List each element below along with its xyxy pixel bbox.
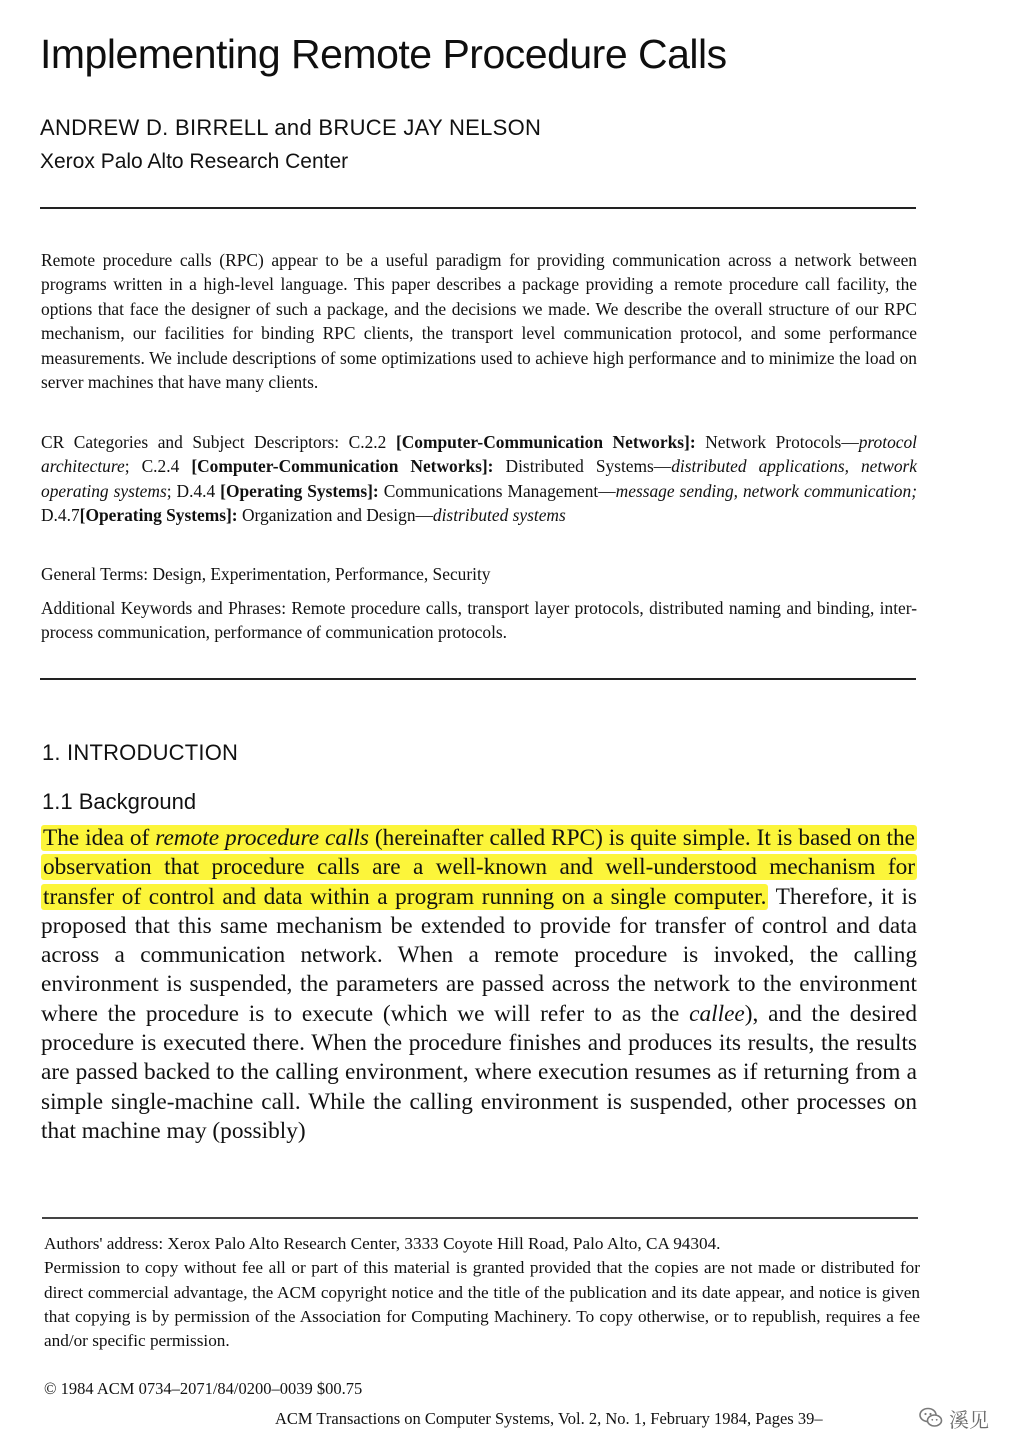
keywords: Additional Keywords and Phrases: Remote procedure calls, transport layer protocols, distributed naming and binding, inter-process communication, performance of communication protocols.	[41, 598, 917, 643]
top-divider	[40, 207, 916, 209]
body-italic-callee: callee	[689, 1000, 745, 1027]
abstract-bottom-divider	[40, 678, 916, 680]
cr-text-5: Communications Management—	[383, 480, 616, 501]
hl-italic: remote procedure calls	[155, 825, 369, 851]
body-paragraph	[41, 824, 917, 1146]
cr-italic-4: distributed systems	[432, 505, 566, 526]
body-text-4: ), and the desired procedure is executed there. When the procedure finishes and produces its results, the results are passed backed to the calling environment, where execution resumes as if returning from a simple single-machine call. While the calling environment is suspended, other processes on that machine may (possibly)	[41, 1000, 917, 1144]
cr-text-2: ; C.2.4	[124, 456, 180, 477]
cr-bold-1: [Computer-Communication Networks]:	[395, 432, 696, 452]
cr-intro: CR Categories and Subject Descriptors: C.2.2	[41, 432, 387, 452]
watermark	[919, 1404, 989, 1432]
footnote-divider	[42, 1217, 918, 1219]
cr-italic-2: distributed applications, network operating systems	[41, 456, 918, 501]
cr-text-1: Network Protocols—	[705, 432, 859, 452]
cr-italic-3: message sending, network communication;	[615, 480, 917, 501]
paper-affiliation: Xerox Palo Alto Research Center	[40, 150, 349, 173]
footnote-address: Authors' address: Xerox Palo Alto Research Center, 3333 Coyote Hill Road, Palo Alto, CA 94304.	[44, 1234, 721, 1253]
cr-text-7: Organization and Design—	[241, 505, 433, 526]
paper-authors: ANDREW D. BIRRELL and BRUCE JAY NELSON	[40, 115, 542, 140]
cr-italic-1: protocol architecture	[41, 432, 918, 477]
subsection-heading: 1.1 Background	[42, 789, 197, 814]
watermark-text: 溪见	[949, 1407, 989, 1432]
cr-categories	[41, 430, 917, 528]
cr-text-3: Distributed Systems—	[505, 456, 672, 477]
paper-title: Implementing Remote Procedure Calls	[40, 31, 727, 77]
cr-text-4: ; D.4.4	[166, 480, 216, 501]
cr-text-6: D.4.7	[41, 505, 80, 526]
abstract-text: Remote procedure calls (RPC) appear to be a useful paradigm for providing communication across a network between programs written in a high-level language. This paper describes a package providing a remote procedure call facility, the options that face the designer of such a package, and the decisions we made. We describe the overall structure of our RPC mechanism, our facilities for binding RPC clients, the transport level communication protocol, and some performance measurements. We include descriptions of some optimizations used to achieve high performance and to minimize the load on server machines that have many clients.	[41, 250, 917, 393]
hl-text-1: The idea of	[43, 825, 156, 851]
body-text-3: Therefore, it is proposed that this same mechanism be extended to provide for transfer of control and data across a communication network. When a remote procedure is invoked, the calling environment is suspended, the parameters are passed across the network to the environment where the procedure is to execute (which we will refer to as the	[41, 883, 917, 1027]
cr-bold-3: [Operating Systems]:	[220, 480, 379, 501]
hl-text-2: (hereinafter called RPC) is quite simple. It is based on the observation that procedure calls are a well-known and well-understood mechanism for transfer of control and data within a program running on a single computer.	[43, 825, 915, 910]
cr-bold-2: [Computer-Communication Networks]:	[191, 456, 494, 477]
copyright-line: © 1984 ACM 0734–2071/84/0200–0039 $00.75	[44, 1379, 363, 1398]
journal-line: ACM Transactions on Computer Systems, Vol. 2, No. 1, February 1984, Pages 39–	[275, 1409, 823, 1428]
footnote	[44, 1232, 920, 1353]
general-terms: General Terms: Design, Experimentation, Performance, Security	[41, 564, 491, 584]
footnote-permission: Permission to copy without fee all or part of this material is granted provided that the copies are not made or distributed for direct commercial advantage, the ACM copyright notice and the title of the publication and its date appear, and notice is given that copying is by permission of the Association for Computing Machinery. To copy otherwise, or to republish, requires a fee and/or specific permission.	[44, 1258, 920, 1351]
cr-bold-4: [Operating Systems]:	[79, 505, 238, 526]
section-heading: 1. INTRODUCTION	[42, 740, 239, 765]
wechat-icon	[919, 1407, 943, 1429]
